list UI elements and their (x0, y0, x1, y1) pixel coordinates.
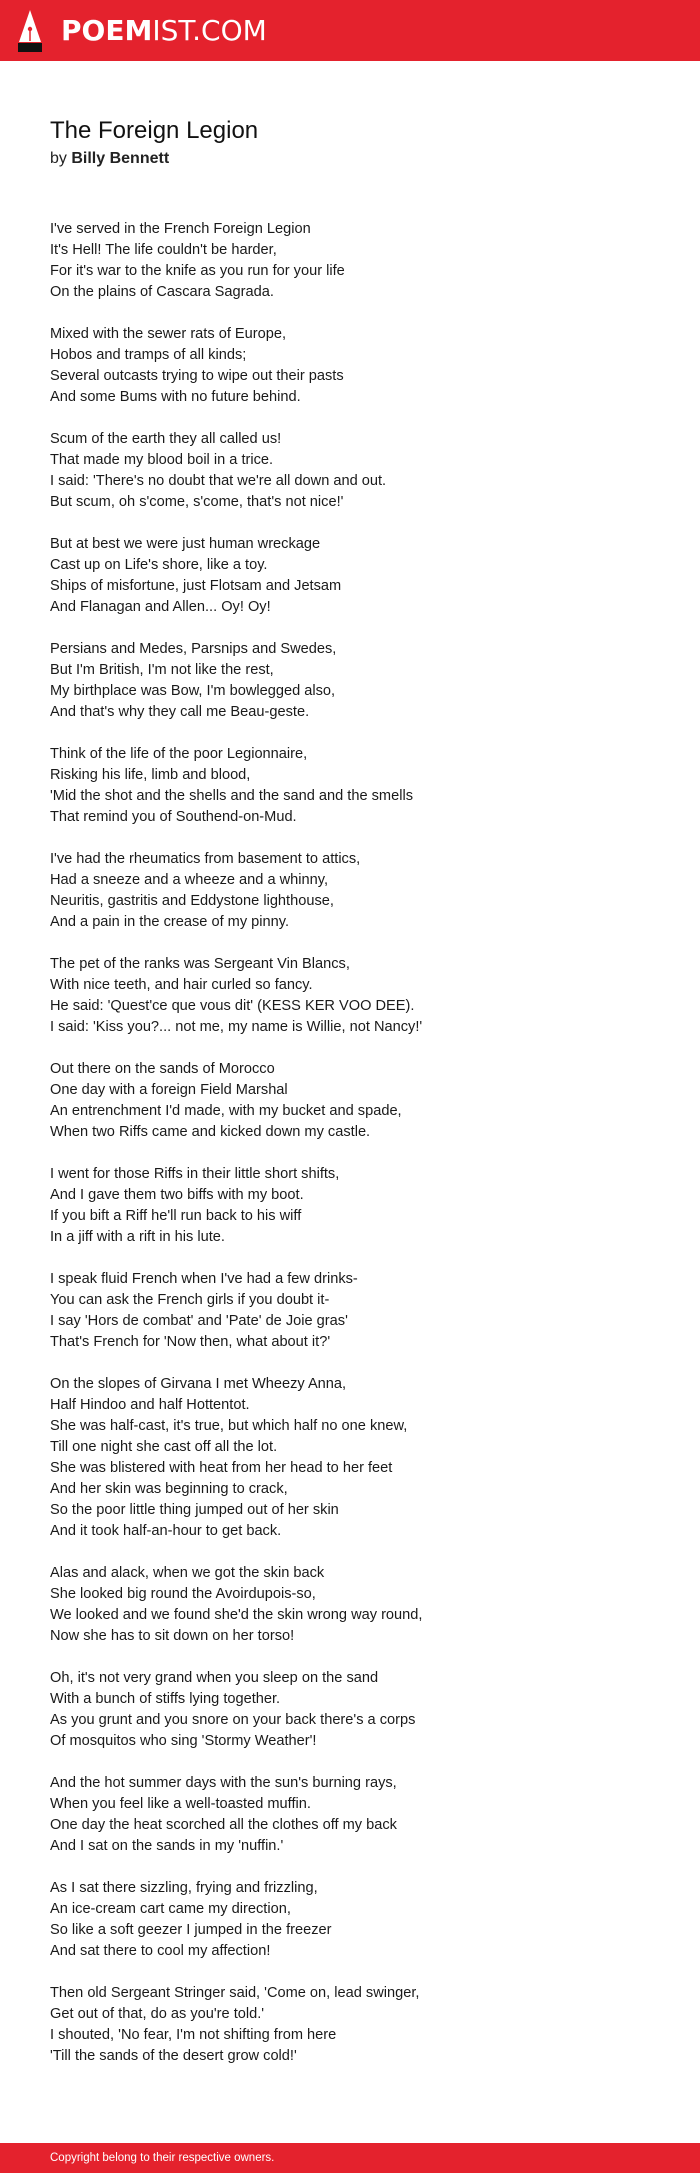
poem-line: She was blistered with heat from her head to her feet (50, 1460, 393, 1476)
poem-line: On the slopes of Girvana I met Wheezy Anna, (50, 1376, 347, 1392)
poem-line: So the poor little thing jumped out of her skin (50, 1502, 339, 1518)
poem-line: I speak fluid French when I've had a few drinks- (50, 1271, 358, 1287)
poem-line: Ships of misfortune, just Flotsam and Jetsam (50, 578, 342, 594)
poem-stanza (50, 1773, 650, 1857)
poem-line: Oh, it's not very grand when you sleep on the sand (50, 1670, 379, 1686)
poem-line: Neuritis, gastritis and Eddystone lighthouse, (50, 893, 334, 909)
poem-line: Now she has to sit down on her torso! (50, 1628, 295, 1644)
poem-line: That's French for 'Now then, what about it?' (50, 1334, 331, 1350)
poem-stanza (50, 954, 650, 1038)
poem-line: She looked big round the Avoirdupois-so, (50, 1586, 316, 1602)
poem-line: Of mosquitos who sing 'Stormy Weather'! (50, 1733, 317, 1749)
poem-line: My birthplace was Bow, I'm bowlegged also, (50, 683, 336, 699)
poem-line: Had a sneeze and a wheeze and a whinny, (50, 872, 329, 888)
poem-line: As you grunt and you snore on your back there's a corps (50, 1712, 416, 1728)
poem-line: So like a soft geezer I jumped in the freezer (50, 1922, 332, 1938)
poem-line: Get out of that, do as you're told.' (50, 2006, 265, 2022)
poem-stanza (50, 639, 650, 723)
poem-line: I went for those Riffs in their little short shifts, (50, 1166, 340, 1182)
poem-line: Mixed with the sewer rats of Europe, (50, 326, 287, 342)
poem-stanza (50, 219, 650, 303)
poem-line: But scum, oh s'come, s'come, that's not nice!' (50, 494, 344, 510)
poem-line: And I sat on the sands in my 'nuffin.' (50, 1838, 284, 1854)
pen-nib-icon (17, 10, 43, 52)
poem-line: Hobos and tramps of all kinds; (50, 347, 247, 363)
poem-line: I shouted, 'No fear, I'm not shifting from here (50, 2027, 337, 2043)
poem-line: I've had the rheumatics from basement to attics, (50, 851, 361, 867)
poem-stanza (50, 1164, 650, 1248)
poem-line: But at best we were just human wreckage (50, 536, 321, 552)
poem-line: Cast up on Life's shore, like a toy. (50, 557, 268, 573)
poem-line: With a bunch of stiffs lying together. (50, 1691, 281, 1707)
poem-line: Till one night she cast off all the lot. (50, 1439, 278, 1455)
poem-line: I said: 'There's no doubt that we're all down and out. (50, 473, 387, 489)
poem-line: I say 'Hors de combat' and 'Pate' de Joie gras' (50, 1313, 348, 1329)
byline (50, 149, 169, 169)
site-header (0, 0, 700, 61)
poem-line: That remind you of Southend-on-Mud. (50, 809, 297, 825)
poem-line: Then old Sergeant Stringer said, 'Come on, lead swinger, (50, 1985, 420, 2001)
poem-stanza (50, 744, 650, 828)
poem-line: He said: 'Quest'ce que vous dit' (KESS KER VOO DEE). (50, 998, 415, 1014)
poem-line: Think of the life of the poor Legionnaire, (50, 746, 308, 762)
poem-line: Half Hindoo and half Hottentot. (50, 1397, 250, 1413)
poem-stanza (50, 1668, 650, 1752)
poem-line: The pet of the ranks was Sergeant Vin Blancs, (50, 956, 350, 972)
poem-stanza (50, 1563, 650, 1647)
poem-line: But I'm British, I'm not like the rest, (50, 662, 274, 678)
poem-line: In a jiff with a rift in his lute. (50, 1229, 225, 1245)
poem-stanza (50, 324, 650, 408)
poem-line: An entrenchment I'd made, with my bucket and spade, (50, 1103, 402, 1119)
poem-stanza (50, 1878, 650, 1962)
poem-line: Scum of the earth they all called us! (50, 431, 282, 447)
poem-line: It's Hell! The life couldn't be harder, (50, 242, 277, 258)
poem-line: When you feel like a well-toasted muffin. (50, 1796, 311, 1812)
poem-line: I've served in the French Foreign Legion (50, 221, 311, 237)
poem-line: As I sat there sizzling, frying and frizzling, (50, 1880, 318, 1896)
poem-line: And sat there to cool my affection! (50, 1943, 271, 1959)
poem-stanza (50, 1269, 650, 1353)
poem-line: Out there on the sands of Morocco (50, 1061, 275, 1077)
poem-line: Risking his life, limb and blood, (50, 767, 251, 783)
poem-line: And some Bums with no future behind. (50, 389, 301, 405)
poem-line: And Flanagan and Allen... Oy! Oy! (50, 599, 271, 615)
site-logo[interactable] (17, 10, 267, 52)
poem-stanza (50, 1059, 650, 1143)
poem-line: Several outcasts trying to wipe out their pasts (50, 368, 344, 384)
poem-stanza (50, 429, 650, 513)
poem-body (50, 219, 650, 2088)
logo-wordmark-strong: POEM (61, 14, 153, 47)
poem-line: She was half-cast, it's true, but which half no one knew, (50, 1418, 408, 1434)
poem-line: Alas and alack, when we got the skin back (50, 1565, 325, 1581)
poem-line: And the hot summer days with the sun's burning rays, (50, 1775, 397, 1791)
poem-stanza (50, 1374, 650, 1542)
copyright-notice: Copyright belong to their respective owners. (50, 2152, 275, 2164)
poem-line: And it took half-an-hour to get back. (50, 1523, 282, 1539)
poem-line: And her skin was beginning to crack, (50, 1481, 288, 1497)
poem-line: That made my blood boil in a trice. (50, 452, 274, 468)
poem-line: With nice teeth, and hair curled so fancy. (50, 977, 313, 993)
site-footer (0, 2143, 700, 2173)
poem-line: We looked and we found she'd the skin wrong way round, (50, 1607, 423, 1623)
poem-line: When two Riffs came and kicked down my castle. (50, 1124, 371, 1140)
poem-line: One day with a foreign Field Marshal (50, 1082, 288, 1098)
logo-wordmark-light: IST.COM (152, 14, 267, 47)
author-name[interactable]: Billy Bennett (71, 150, 170, 167)
poem-line: An ice-cream cart came my direction, (50, 1901, 291, 1917)
poem-line: And I gave them two biffs with my boot. (50, 1187, 304, 1203)
poem-line: 'Till the sands of the desert grow cold!' (50, 2048, 297, 2064)
logo-wordmark (61, 11, 267, 51)
poem-line: And that's why they call me Beau-geste. (50, 704, 310, 720)
poem-line: Persians and Medes, Parsnips and Swedes, (50, 641, 337, 657)
poem-line: I said: 'Kiss you?... not me, my name is Willie, not Nancy!' (50, 1019, 423, 1035)
poem-line: On the plains of Cascara Sagrada. (50, 284, 274, 300)
poem-line: For it's war to the knife as you run for your life (50, 263, 345, 279)
poem-line: And a pain in the crease of my pinny. (50, 914, 290, 930)
poem-stanza (50, 534, 650, 618)
byline-label: by (50, 150, 67, 167)
poem-stanza (50, 1983, 650, 2067)
poem-stanza (50, 849, 650, 933)
poem-line: If you bift a Riff he'll run back to his wiff (50, 1208, 302, 1224)
poem-line: 'Mid the shot and the shells and the sand and the smells (50, 788, 413, 804)
poem-line: One day the heat scorched all the clothes off my back (50, 1817, 397, 1833)
poem-line: You can ask the French girls if you doubt it- (50, 1292, 330, 1308)
poem-title: The Foreign Legion (50, 117, 259, 144)
